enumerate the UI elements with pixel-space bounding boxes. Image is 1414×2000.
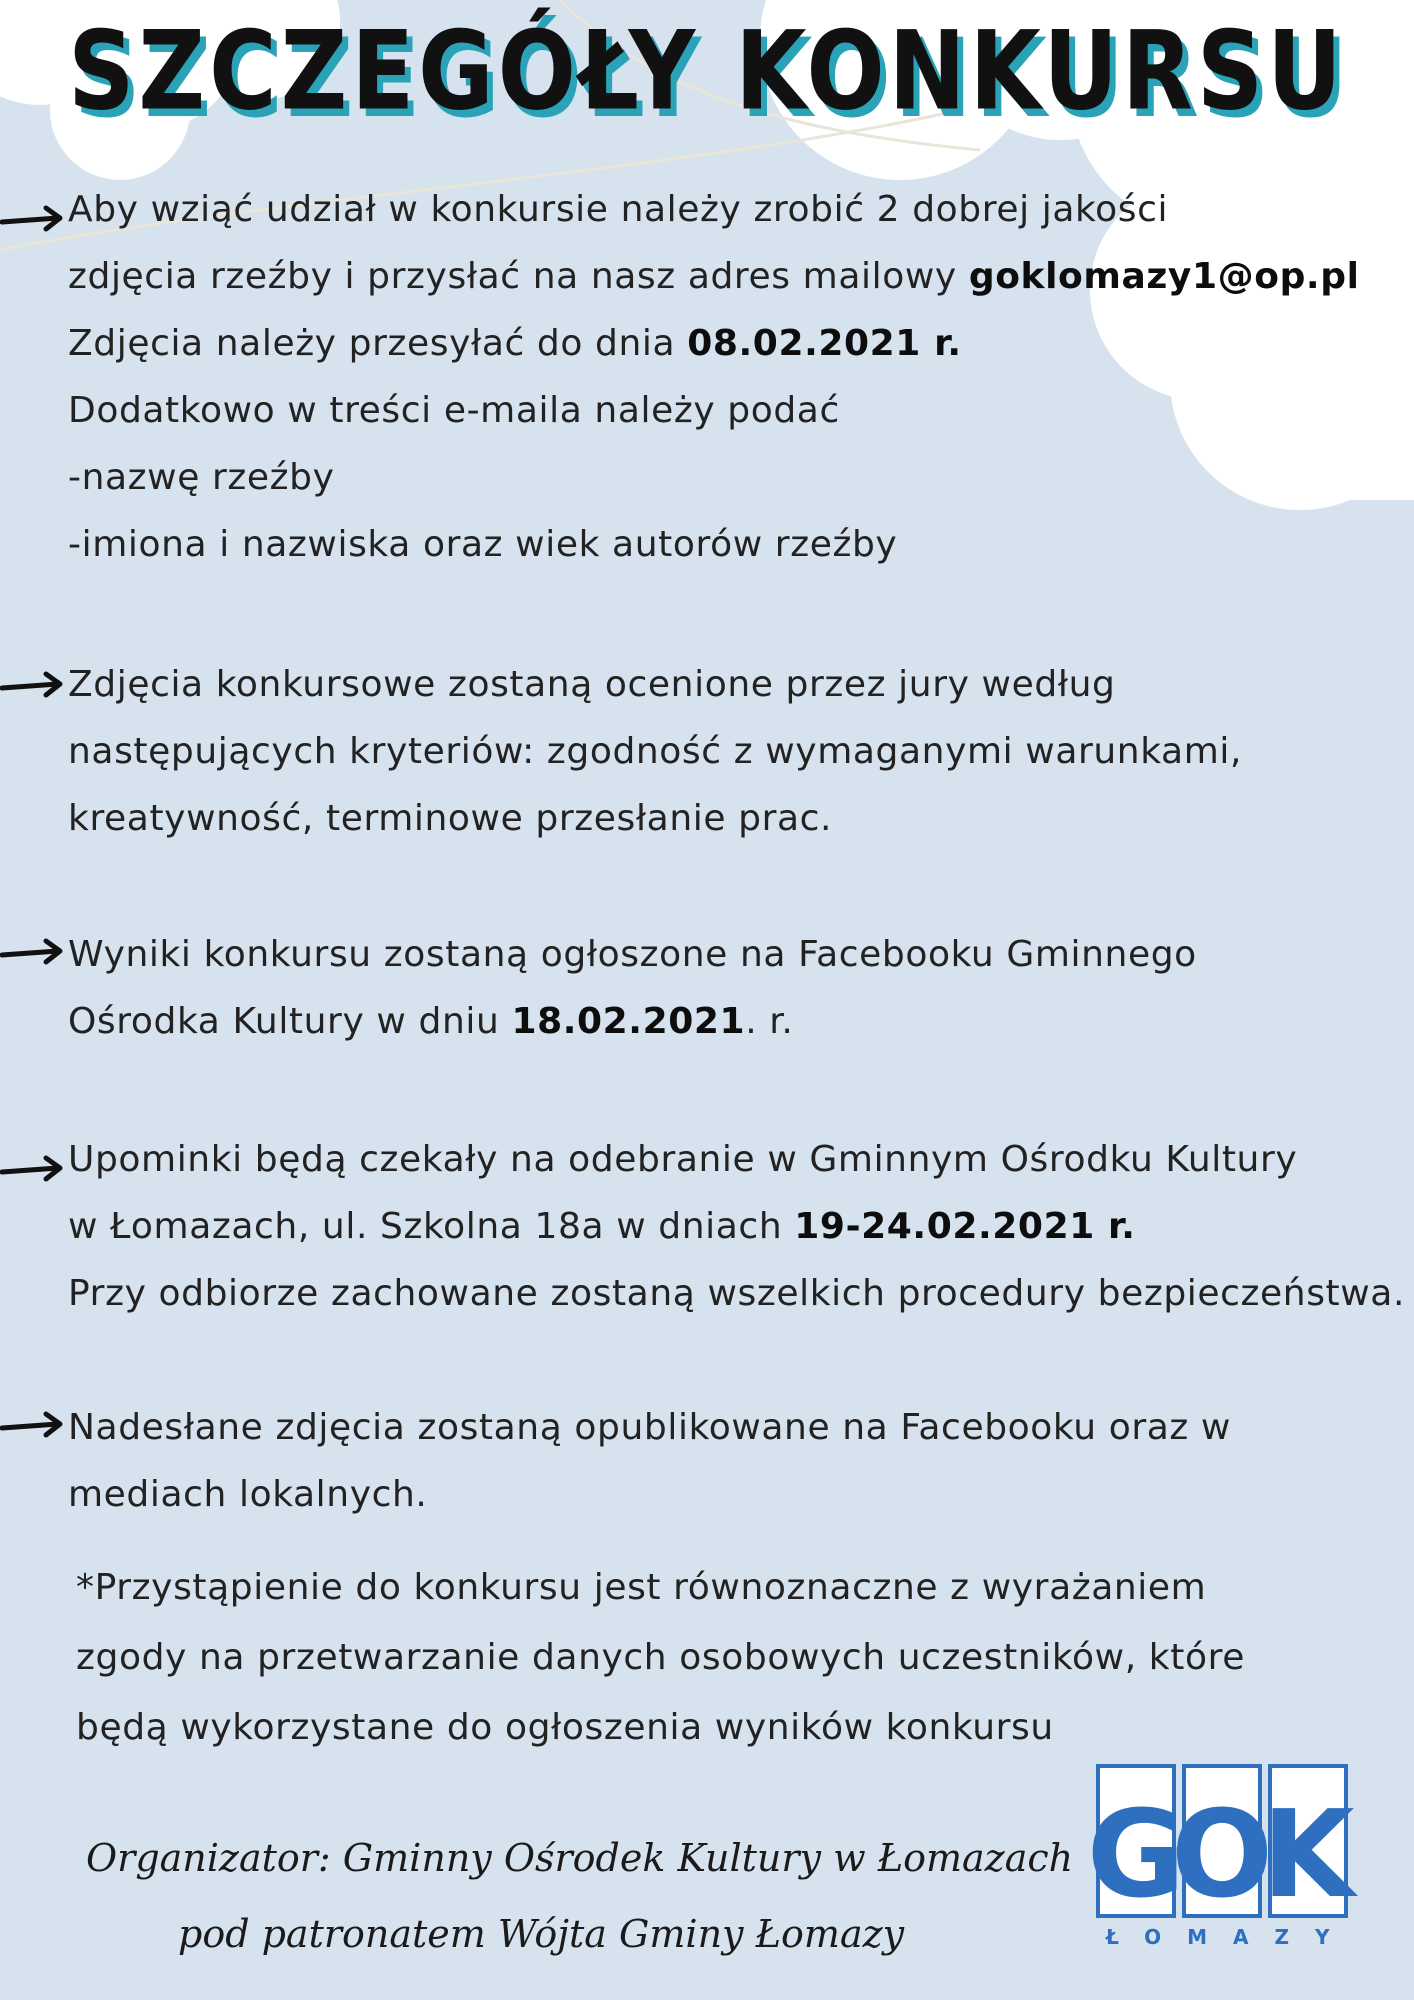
- logo-letter-k: K: [1261, 1786, 1355, 1925]
- text-fragment: w Łomazach, ul. Szkolna 18a w dniach: [68, 1206, 795, 1247]
- text-line: Zdjęcia konkursowe zostaną ocenione przez jury według: [68, 664, 1116, 705]
- logo-letter-o: O: [1170, 1786, 1274, 1925]
- patronage-line: pod patronatem Wójta Gminy Łomazy: [178, 1912, 905, 1956]
- organizer-line: Organizator: Gminny Ośrodek Kultury w Łomazach: [86, 1836, 1074, 1880]
- text-fragment: Zdjęcia należy przesyłać do dnia: [68, 323, 688, 364]
- arrow-icon: [0, 1411, 66, 1441]
- results-date: 18.02.2021: [511, 1001, 746, 1042]
- text-line: zgody na przetwarzanie danych osobowych uczestników, które: [76, 1637, 1245, 1678]
- text-fragment: . r.: [745, 1001, 794, 1042]
- text-line: mediach lokalnych.: [68, 1474, 428, 1515]
- email-address: goklomazy1@op.pl: [968, 256, 1360, 297]
- arrow-icon: [0, 938, 66, 968]
- page-title: SZCZEGÓŁY KONKURSU: [68, 8, 1346, 135]
- text-line: *Przystąpienie do konkursu jest równoznaczne z wyrażaniem: [76, 1567, 1207, 1608]
- text-line: [68, 1002, 793, 1042]
- gok-logo: [1086, 1766, 1356, 1954]
- text-line: -imiona i nazwiska oraz wiek autorów rzeźby: [68, 524, 898, 565]
- text-line: -nazwę rzeźby: [68, 457, 335, 498]
- pickup-dates: 19-24.02.2021 r.: [794, 1206, 1136, 1247]
- text-line: [68, 257, 1360, 297]
- text-line: [68, 1207, 1136, 1247]
- text-line: będą wykorzystane do ogłoszenia wyników konkursu: [76, 1707, 1054, 1748]
- logo-letter-g: G: [1086, 1786, 1186, 1925]
- text-line: Aby wziąć udział w konkursie należy zrobić 2 dobrej jakości: [68, 189, 1169, 230]
- text-line: kreatywność, terminowe przesłanie prac.: [68, 798, 833, 839]
- text-line: Dodatkowo w treści e-maila należy podać: [68, 390, 840, 431]
- text-fragment: zdjęcia rzeźby i przysłać na nasz adres mailowy: [68, 256, 969, 297]
- text-fragment: Ośrodka Kultury w dniu: [68, 1001, 512, 1042]
- deadline-date: 08.02.2021 r.: [687, 323, 962, 364]
- text-line: Upominki będą czekały na odebranie w Gminnym Ośrodku Kultury: [68, 1139, 1298, 1180]
- text-line: [68, 324, 962, 364]
- text-line: Przy odbiorze zachowane zostaną wszelkich procedury bezpieczeństwa.: [68, 1273, 1406, 1314]
- arrow-icon: [0, 671, 66, 701]
- arrow-icon: [0, 205, 66, 235]
- logo-subtitle: ŁOMAZY: [1106, 1925, 1356, 1949]
- text-line: Wyniki konkursu zostaną ogłoszone na Facebooku Gminnego: [68, 934, 1197, 975]
- arrow-icon: [0, 1155, 66, 1185]
- text-line: następujących kryteriów: zgodność z wymaganymi warunkami,: [68, 731, 1243, 772]
- text-line: Nadesłane zdjęcia zostaną opublikowane na Facebooku oraz w: [68, 1407, 1231, 1448]
